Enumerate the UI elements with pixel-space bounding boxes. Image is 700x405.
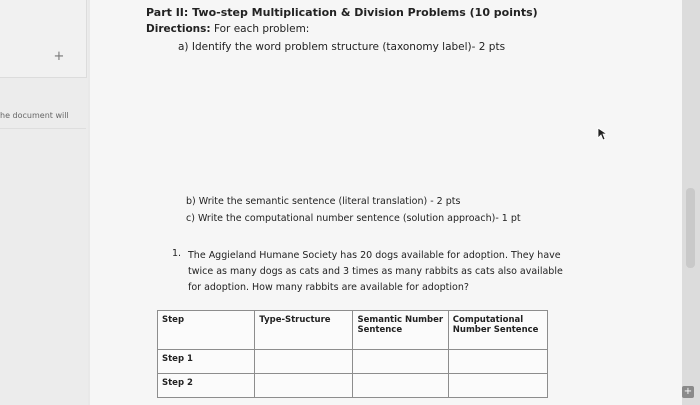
table-header-row [158,311,548,350]
mouse-cursor-icon [597,127,609,141]
row-label: Step 1 [158,350,255,374]
directions-line [146,23,309,35]
instruction-c: c) Write the computational number sentence (solution approach)- 1 pt [186,213,521,224]
answer-table [157,310,548,398]
directions-text: For each problem: [210,23,310,35]
plus-icon[interactable]: + [53,49,65,64]
instruction-b: b) Write the semantic sentence (literal translation) - 2 pts [186,196,461,207]
header-semantic-sentence: Semantic Number Sentence [353,311,448,350]
add-icon[interactable]: + [683,386,693,397]
header-step: Step [158,311,255,350]
row-label: Step 2 [158,374,255,398]
table-cell[interactable] [255,374,353,398]
header-type-structure: Type-Structure [255,311,353,350]
sidebar-panel [0,0,87,78]
table-cell[interactable] [353,350,448,374]
instruction-a: a) Identify the word problem structure (taxonomy label)- 2 pts [178,41,506,53]
table-cell[interactable] [448,374,547,398]
question-text: The Aggieland Humane Society has 20 dogs available for adoption. They have twice as many dogs as cats and 3 times as many rabbits as cats also available for adoption. How many rabbits are available for adoption? [188,250,563,293]
table-cell[interactable] [448,350,547,374]
directions-label: Directions: [146,23,211,35]
question-number: 1. [172,248,182,259]
table-cell[interactable] [255,350,353,374]
section-title: Part II: Two-step Multiplication & Division Problems (10 points) [146,6,538,19]
table-row [158,350,548,374]
table-row [158,374,548,398]
table-cell[interactable] [353,374,448,398]
scrollbar-thumb[interactable] [686,188,695,268]
header-computational-sentence: Computational Number Sentence [448,311,547,350]
sidebar-text-snippet: he document will [0,111,69,120]
